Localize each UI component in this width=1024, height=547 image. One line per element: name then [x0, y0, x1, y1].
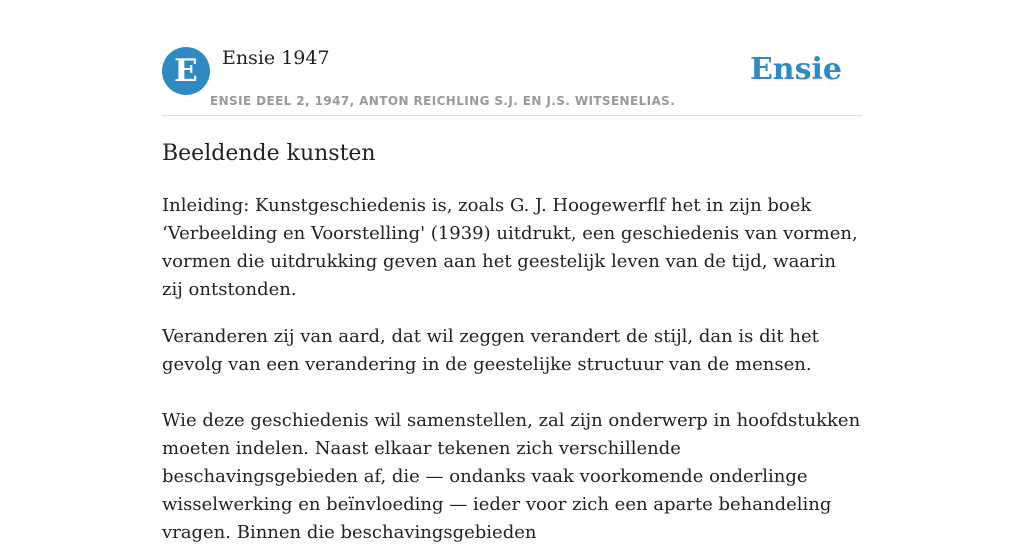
ensie-logo-icon[interactable]: E: [162, 47, 210, 95]
ensie-brand-link[interactable]: Ensie: [749, 52, 842, 87]
book-title[interactable]: Ensie 1947: [222, 47, 330, 69]
paragraph-3: Wie deze geschiedenis wil samenstellen, zal zijn onderwerp in hoofdstukken moeten indelen. Naast elkaar tekenen zich verschillende beschavingsgebieden af, die — ondanks vaak voorkomende onderlinge wisselwerking en beïnvloeding — ieder voor zich een aparte behandeling vragen. Binnen die beschavingsgebieden: [162, 410, 861, 543]
header-divider: [162, 115, 862, 116]
article-title: Beeldende kunsten: [162, 141, 376, 166]
paragraph-1: Inleiding: Kunstgeschiedenis is, zoals G. J. Hoogewerflf het in zijn boek ‘Verbeelding en Voorstelling' (1939) uitdrukt, een geschiedenis van vormen, vormen die uitdrukking geven aan het geestelijk leven van de tijd, waarin zij ontstonden.: [162, 195, 858, 300]
paragraph-2: Veranderen zij van aard, dat wil zeggen verandert de stijl, dan is dit het gevolg van een verandering in de geestelijke structuur van de mensen.: [162, 326, 819, 375]
source-citation: ENSIE DEEL 2, 1947, ANTON REICHLING S.J. EN J.S. WITSENELIAS.: [210, 94, 676, 108]
page-container: [162, 0, 862, 543]
